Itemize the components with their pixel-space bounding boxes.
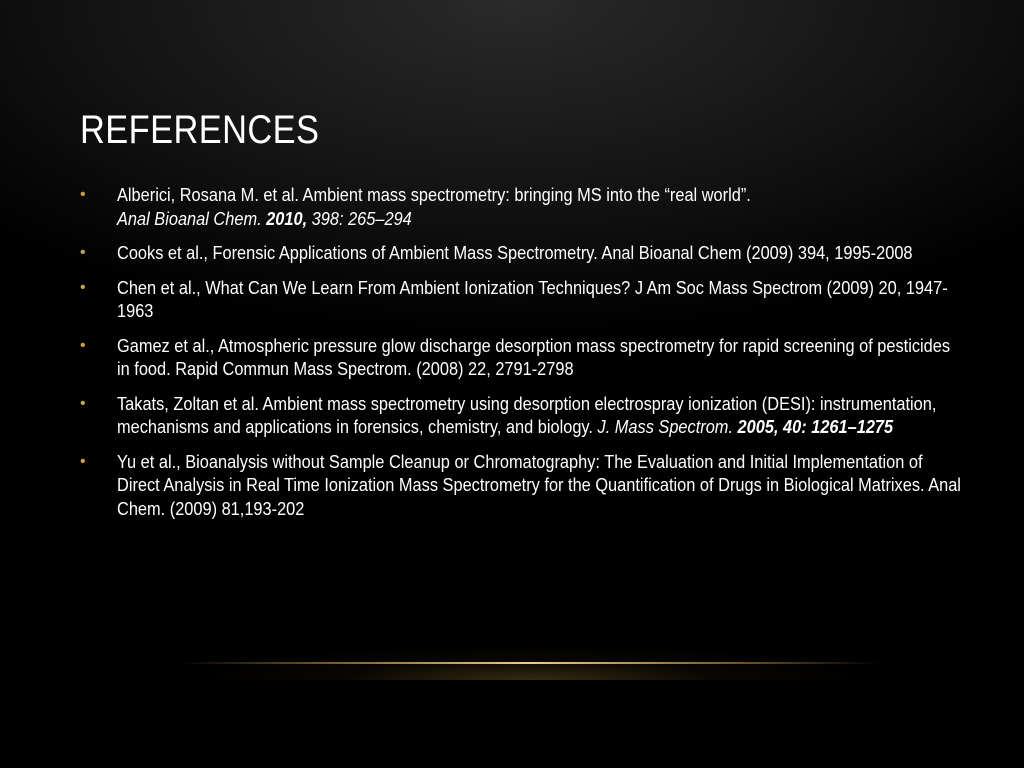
reference-list (80, 183, 961, 531)
reference-journal: Anal Bioanal Chem. (117, 207, 262, 229)
bullet-icon: • (80, 186, 86, 203)
bullet-icon: • (80, 394, 86, 412)
reference-text: Cooks et al., Forensic Applications of Ambient Mass Spectrometry. Anal Bioanal Chem (2009) 394, 1995-2008 (117, 242, 913, 263)
reference-item-yu (80, 450, 961, 521)
reference-item-alberici (80, 183, 940, 230)
bullet-icon: • (80, 336, 86, 354)
reference-volume-pages: 398: 265–294 (311, 207, 412, 229)
reference-year-volume-pages: 2005, 40: 1261–1275 (737, 416, 894, 437)
reference-journal: J. Mass Spectrom. (597, 416, 733, 437)
gold-divider-line (180, 662, 880, 664)
reference-item-chen (80, 276, 948, 323)
reference-text-wrap (117, 183, 962, 230)
slide-title: REFERENCES (80, 108, 320, 152)
reference-text: Alberici, Rosana M. et al. Ambient mass spectrometry: bringing MS into the “real world”. (117, 184, 751, 205)
reference-item-cooks (80, 241, 940, 265)
gold-glow (190, 600, 870, 680)
reference-text: Chen et al., What Can We Learn From Ambient Ionization Techniques? J Am Soc Mass Spectrom (2009) 20, 1947-1963 (117, 276, 948, 321)
reference-text: Gamez et al., Atmospheric pressure glow discharge desorption mass spectrometry for rapid screening of pesticides in food. Rapid Commun Mass Spectrom. (2008) 22, 2791-2798 (117, 334, 951, 379)
reference-text: Takats, Zoltan et al. Ambient mass spectrometry using desorption electrospray ionization (DESI): instrumentation, mechanisms and applications in forensics, chemistry, and biology. (117, 392, 937, 437)
bullet-icon: • (80, 452, 86, 470)
reference-year: 2010, (266, 207, 308, 229)
bullet-icon: • (80, 278, 86, 296)
reference-text: Yu et al., Bioanalysis without Sample Cleanup or Chromatography: The Evaluation and Initial Implementation of Direct Analysis in Real Time Ionization Mass Spectrometry for the Quantification of Drugs in Biological Matrixes. Anal Chem. (2009) 81,193-202 (117, 450, 961, 519)
reference-item-gamez (80, 334, 951, 381)
reference-text-wrap (117, 392, 962, 439)
reference-item-takats (80, 392, 940, 439)
bullet-icon: • (80, 244, 86, 261)
